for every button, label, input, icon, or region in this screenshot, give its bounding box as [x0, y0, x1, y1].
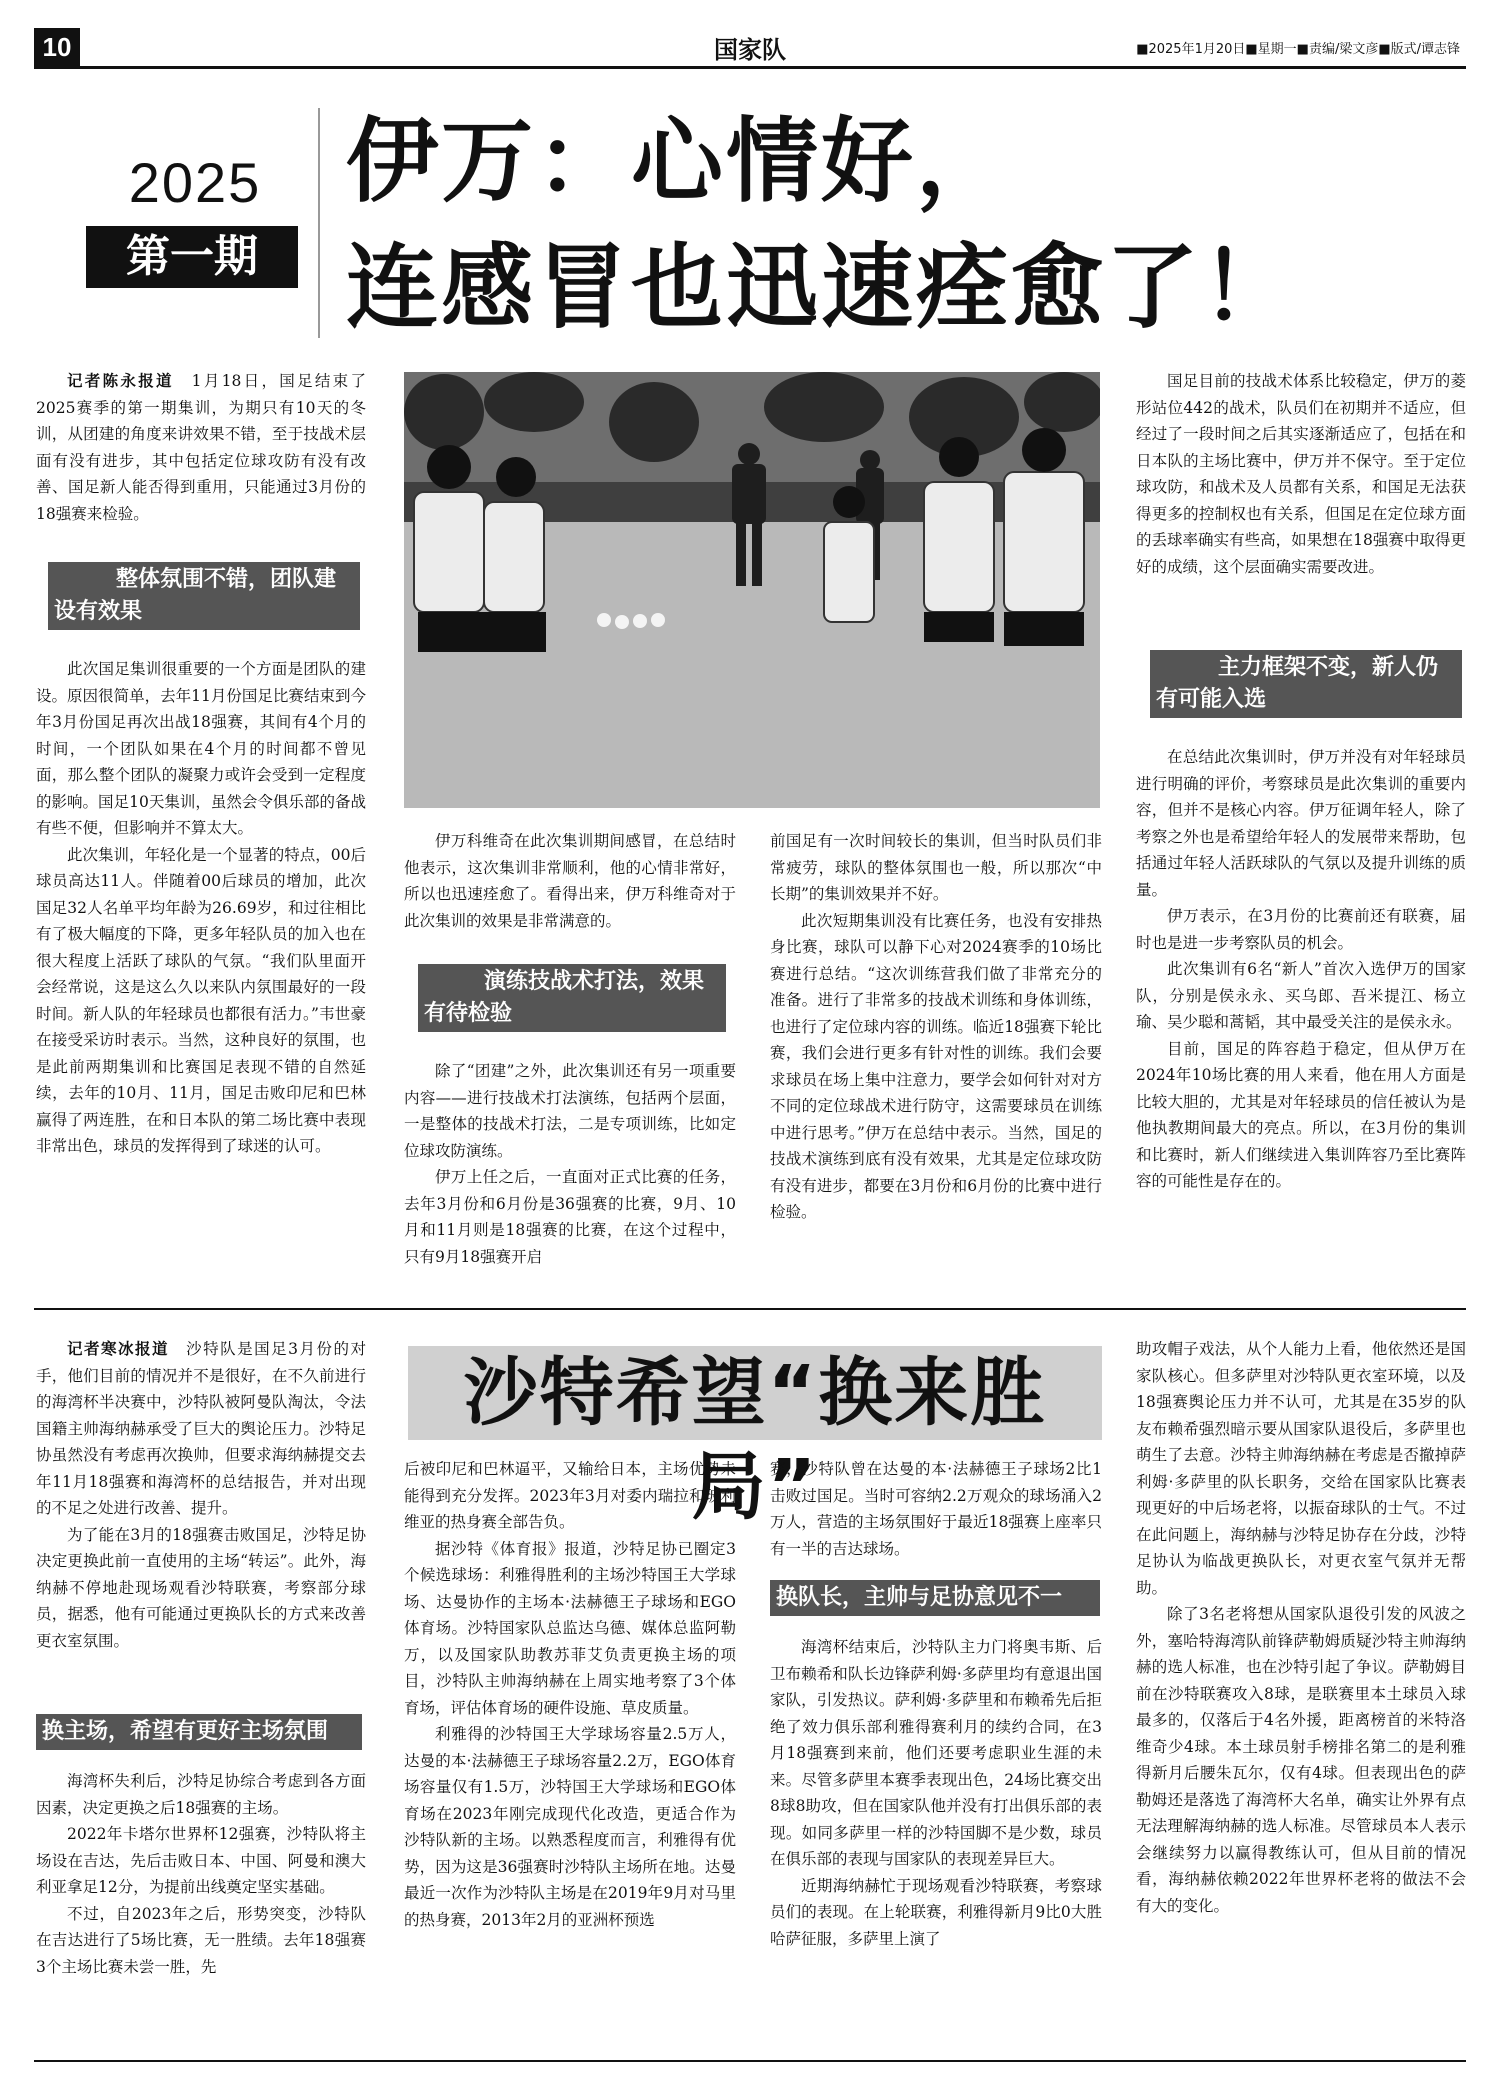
- paragraph: 目前，国足的阵容趋于稳定，但从伊万在2024年10场比赛的用人来看，他在用人方面是比较大胆的，尤其是对年轻球员的信任被认为是他执教期间最大的亮点。所以，在3月份的集训和比赛时，新人们继续进入集训阵容乃至比赛阵容的可能性是存在的。: [1136, 1039, 1466, 1190]
- paragraph: 利雅得的沙特国王大学球场容量2.5万人，达曼的本·法赫德王子球场容量2.2万，EGO体育场容量仅有1.5万，沙特国王大学球场和EGO体育场在2023年刚完成现代化改造，更适合作为沙特队新的主场。以熟悉程度而言，利雅得有优势，因为这是36强赛时沙特队主场所在地。达曼最近一次作为沙特队主场是在2019年9月对马里的热身赛，2013年2月的亚洲杯预选: [404, 1725, 736, 1929]
- article2-column-2: [404, 1456, 736, 1933]
- article2-headline: 沙特希望“换来胜局”: [463, 1350, 1047, 1530]
- page-number: 10: [34, 28, 80, 66]
- issue-label: 第一期: [86, 226, 298, 288]
- paragraph: 海湾杯结束后，沙特队主力门将奥韦斯、后卫布赖希和队长边锋萨利姆·多萨里均有意退出国家队，引发热议。萨利姆·多萨里和布赖希先后拒绝了效力俱乐部利雅得赛利月的续约合同，在3月18强赛到来前，他们还要考虑职业生涯的未来。尽管多萨里本赛季表现出色，24场比赛交出8球8助攻，但在国家队他并没有打出俱乐部的表现。如同多萨里一样的沙特国脚不是少数，球员在俱乐部的表现与国家队的表现差异巨大。: [770, 1638, 1102, 1868]
- lead-text: 1月18日，国足结束了2025赛季的第一期集训，为期只有10天的冬训，从团建的角度来讲效果不错，至于技战术层面有没有进步，其中包括定位球攻防有没有改善、国足新人能否得到重用，只能通过3月份的18强赛来检验。: [36, 372, 366, 523]
- article2-column-3: [770, 1456, 1102, 1562]
- header-rule: [34, 66, 1466, 69]
- paragraph: 后被印尼和巴林逼平，又输给日本，主场优势未能得到充分发挥。2023年3月对委内瑞拉和玻利维亚的热身赛全部告负。: [404, 1460, 736, 1531]
- byline: 记者陈永报道: [67, 372, 174, 390]
- subheading-4: 换主场，希望有更好主场氛围: [36, 1714, 362, 1750]
- article2-column-4: [1136, 1336, 1466, 1919]
- paragraph: 近期海纳赫忙于现场观看沙特联赛，考察球员们的表现。在上轮联赛，利雅得新月9比0大胜哈萨征服，多萨里上演了: [770, 1876, 1102, 1948]
- paragraph: 海湾杯失利后，沙特足协综合考虑到各方面因素，决定更换之后18强赛的主场。: [36, 1772, 366, 1817]
- paragraph: 在总结此次集训时，伊万并没有对年轻球员进行明确的评价，考察球员是此次集训的重要内容，但并不是核心内容。伊万征调年轻人，除了考察之外也是希望给年轻人的发展带来帮助，包括通过年轻人活跃球队的气氛以及提升训练的质量。: [1136, 748, 1466, 899]
- paragraph: 除了3名老将想从国家队退役引发的风波之外，塞哈特海湾队前锋萨勒姆质疑沙特主帅海纳赫的选人标准，也在沙特引起了争议。萨勒姆目前在沙特联赛攻入8球，是联赛里本土球员入球最多的，仅落后于4名外援，距离榜首的米特洛维奇少4球。本土球员射手榜排名第二的是利雅得新月后腰朱瓦尔，仅有4球。但表现出色的萨勒姆还是落选了海湾杯大名单，确实让外界有点无法理解海纳赫的选人标准。尽管球员本人表示会继续努力以赢得教练认可，但从目前的情况看，海纳赫依赖2022年世界杯老将的做法不会有大的变化。: [1136, 1605, 1466, 1915]
- paragraph: 赛，沙特队曾在达曼的本·法赫德王子球场2比1击败过国足。当时可容纳2.2万观众的球场涌入2万人，营造的主场氛围好于最近18强赛上座率只有一半的吉达球场。: [770, 1460, 1102, 1558]
- article2-column-3-body: [770, 1634, 1102, 1952]
- training-photo: [404, 372, 1100, 808]
- headline-line-2: 连感冒也迅速痊愈了！: [346, 234, 1297, 341]
- subheading-1: 整体氛围不错，团队建设有效果: [48, 562, 360, 630]
- section-title: 国家队: [714, 36, 786, 64]
- article2-column-1-body: [36, 1768, 366, 1980]
- headline-divider: [318, 108, 320, 338]
- article1-column-1: [36, 368, 366, 527]
- paragraph: 伊万表示，在3月份的比赛前还有联赛，届时也是进一步考察队员的机会。: [1136, 907, 1466, 952]
- paragraph: 助攻帽子戏法，从个人能力上看，他依然还是国家队核心。但多萨里对沙特队更衣室环境，以及18强赛舆论压力并不认可，尤其是在35岁的队友布赖希强烈暗示要从国家队退役后，多萨里也萌生了去意。沙特主帅海纳赫在考虑是否撤掉萨利姆·多萨里的队长职务，交给在国家队比赛表现更好的中后场老将，以振奋球队的士气。不过在此问题上，海纳赫与沙特足协存在分歧，沙特足协认为临战更换队长，对更衣室气氛并无帮助。: [1136, 1340, 1466, 1597]
- paragraph: 为了能在3月的18强赛击败国足，沙特足协决定更换此前一直使用的主场“转运”。此外，海纳赫不停地赴现场观看沙特联赛，考察部分球员，据悉，他有可能通过更换队长的方式来改善更衣室氛围。: [36, 1525, 366, 1650]
- article2-column-1: [36, 1336, 366, 1654]
- article1-column-2: [404, 1058, 736, 1270]
- paragraph: 国足目前的技战术体系比较稳定，伊万的菱形站位442的战术，队员们在初期并不适应，但经过了一段时间之后其实逐渐适应了，包括在和日本队的主场比赛中，伊万并不保守。至于定位球攻防，和战术及人员都有关系，和国足无法获得更多的控制权也有关系，但国足在定位球方面的丢球率确实有些高，如果想在18强赛中取得更好的成绩，这个层面确实需要改进。: [1136, 372, 1466, 576]
- paragraph: 伊万上任之后，一直面对正式比赛的任务，去年3月份和6月份是36强赛的比赛，9月、10月和11月则是18强赛的比赛，在这个过程中，只有9月18强赛开启: [404, 1168, 736, 1266]
- paragraph: 据沙特《体育报》报道，沙特足协已圈定3个候选球场：利雅得胜利的主场沙特国王大学球场、达曼协作的主场本·法赫德王子球场和EGO体育场。沙特国家队总监达乌德、媒体总监阿勒万，以及国家队助教苏菲艾负责更换主场的项目，沙特队主帅海纳赫在上周实地考察了3个体育场，评估体育场的硬件设施、草皮质量。: [404, 1539, 736, 1717]
- paragraph: 前国足有一次时间较长的集训，但当时队员们非常疲劳，球队的整体氛围也一般，所以那次“中长期”的集训效果并不好。: [770, 832, 1102, 903]
- subheading-3: 主力框架不变，新人仍有可能入选: [1150, 650, 1462, 718]
- photo-caption-column: [404, 828, 736, 934]
- article1-column-1-body: [36, 656, 366, 1160]
- footer-rule: [34, 2060, 1466, 2062]
- article-divider: [34, 1308, 1466, 1310]
- issue-year: 2025: [128, 151, 262, 214]
- paragraph: 此次国足集训很重要的一个方面是团队的建设。原因很简单，去年11月份国足比赛结束到今年3月份国足再次出战18强赛，其间有4个月的时间，一个团队如果在4个月的时间都不曾见面，那么整个团队的凝聚力或许会受到一定程度的影响。国足10天集训，虽然会令俱乐部的备战有些不便，但影响并不算太大。: [36, 660, 366, 837]
- page-info: ■2025年1月20日■星期一■责编/梁文彦■版式/谭志锋: [1136, 42, 1460, 57]
- paragraph: 此次短期集训没有比赛任务，也没有安排热身比赛，球队可以静下心对2024赛季的10场比赛进行总结。“这次训练营我们做了非常充分的准备。进行了非常多的技战术训练和身体训练，也进行了定位球内容的训练。临近18强赛下轮比赛，我们会进行更多有针对性的训练。我们会要求球员在场上集中注意力，要学会如何针对对方不同的定位球战术进行防守，这需要球员在训练中进行思考。”伊万在总结中表示。当然，国足的技战术演练到底有没有效果，尤其是定位球攻防有没有进步，都要在3月份和6月份的比赛中进行检验。: [770, 911, 1102, 1221]
- photo-caption: 伊万科维奇在此次集训期间感冒，在总结时他表示，这次集训非常顺利，他的心情非常好，所以也迅速痊愈了。看得出来，伊万科维奇对于此次集训的效果是非常满意的。: [404, 832, 736, 930]
- article1-column-4-body: [1136, 744, 1466, 1195]
- subheading-5: 换队长，主帅与足协意见不一: [770, 1580, 1100, 1616]
- paragraph: 2022年卡塔尔世界杯12强赛，沙特队将主场设在吉达，先后击败日本、中国、阿曼和澳大利亚拿足12分，为提前出线奠定坚实基础。: [36, 1825, 366, 1896]
- paragraph: 此次集训，年轻化是一个显著的特点，00后球员高达11人。伴随着00后球员的增加，此次国足32人名单平均年龄为26.69岁，和过往相比有了极大幅度的下降，更多年轻队员的加入也在很大程度上活跃了球队的气氛。“我们队里面开会经常说，这是这么久以来队内氛围最好的一段时间。新人队的年轻球员也都很有活力。”韦世豪在接受采访时表示。当然，这种良好的氛围，也是此前两期集训和比赛国足表现不错的自然延续，去年的10月、11月，国足击败印尼和巴林赢得了两连胜，在和日本队的第二场比赛中表现非常出色，球员的发挥得到了球迷的认可。: [36, 845, 366, 1155]
- headline-line-1: 伊万：心情好，: [346, 108, 1012, 215]
- subheading-2: 演练技战术打法，效果有待检验: [418, 964, 726, 1032]
- paragraph: 除了“团建”之外，此次集训还有另一项重要内容——进行技战术打法演练，包括两个层面，一是整体的技战术打法，二是专项训练，比如定位球攻防演练。: [404, 1062, 736, 1160]
- byline: 记者寒冰报道: [67, 1340, 170, 1358]
- article1-column-3: [770, 828, 1102, 1226]
- article1-column-4: [1136, 368, 1466, 580]
- paragraph: 此次集训有6名“新人”首次入选伊万的国家队，分别是侯永永、买乌郎、吾米提江、杨立瑜、吴少聪和蒿韬，其中最受关注的是侯永永。: [1136, 960, 1466, 1031]
- lead-text: 沙特队是国足3月份的对手，他们目前的情况并不是很好，在不久前进行的海湾杯半决赛中，沙特队被阿曼队淘汰，令法国籍主帅海纳赫承受了巨大的舆论压力。沙特足协虽然没有考虑再次换帅，但要求海纳赫提交去年11月18强赛和海湾杯的总结报告，并对出现的不足之处进行改善、提升。: [36, 1340, 366, 1517]
- paragraph: 不过，自2023年之后，形势突变，沙特队在吉达进行了5场比赛，无一胜绩。去年18强赛3个主场比赛未尝一胜，先: [36, 1904, 366, 1976]
